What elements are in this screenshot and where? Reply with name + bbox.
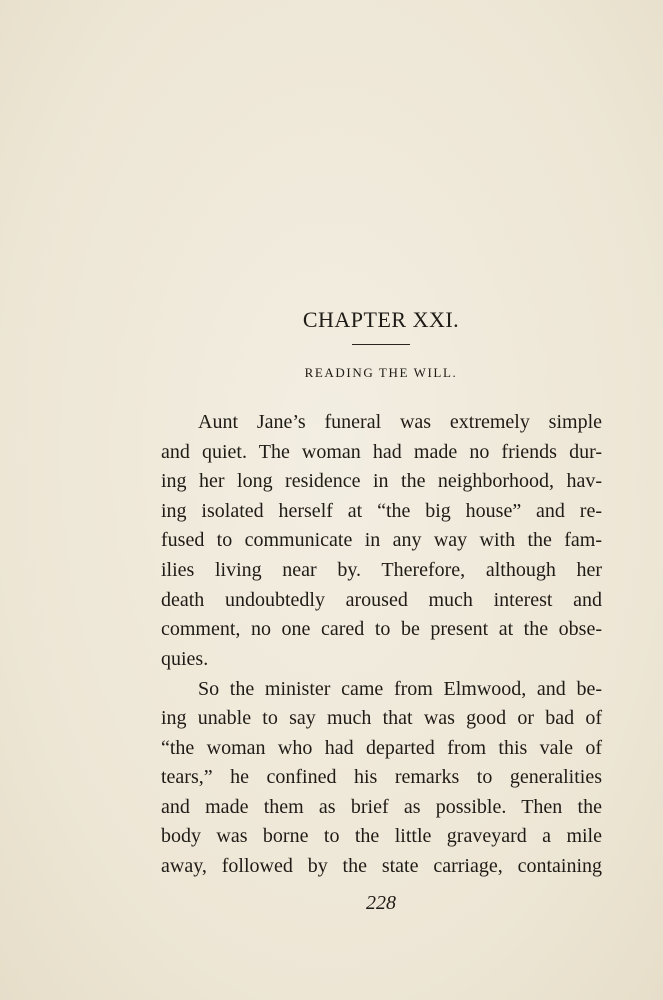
text-line: and made them as brief as possible. Then the (161, 796, 602, 818)
text-line: death undoubtedly aroused much interest and (161, 589, 602, 611)
text-line: So the minister came from Elmwood, and be- (198, 678, 602, 700)
text-line: quies. (161, 648, 209, 670)
title-divider (352, 344, 410, 345)
text-line: and quiet. The woman had made no friends dur- (161, 441, 602, 463)
text-line: away, followed by the state carriage, containing (161, 855, 602, 877)
text-line: tears,” he confined his remarks to generalities (161, 766, 602, 788)
chapter-title: CHAPTER XXI. (302, 307, 460, 332)
page-number: 228 (366, 892, 396, 914)
text-line: ilies living near by. Therefore, although her (161, 559, 602, 581)
text-line: body was borne to the little graveyard a mile (161, 825, 602, 847)
text-line: ing her long residence in the neighborhood, hav- (161, 470, 602, 492)
text-line: ing unable to say much that was good or bad of (161, 707, 602, 729)
chapter-subtitle: READING THE WILL. (304, 365, 458, 380)
text-line: “the woman who had departed from this vale of (161, 737, 602, 759)
text-line: ing isolated herself at “the big house” and re- (161, 500, 602, 522)
text-line: Aunt Jane’s funeral was extremely simple (198, 411, 602, 433)
text-line: fused to communicate in any way with the fam- (161, 529, 602, 551)
text-line: comment, no one cared to be present at the obse- (161, 618, 602, 640)
